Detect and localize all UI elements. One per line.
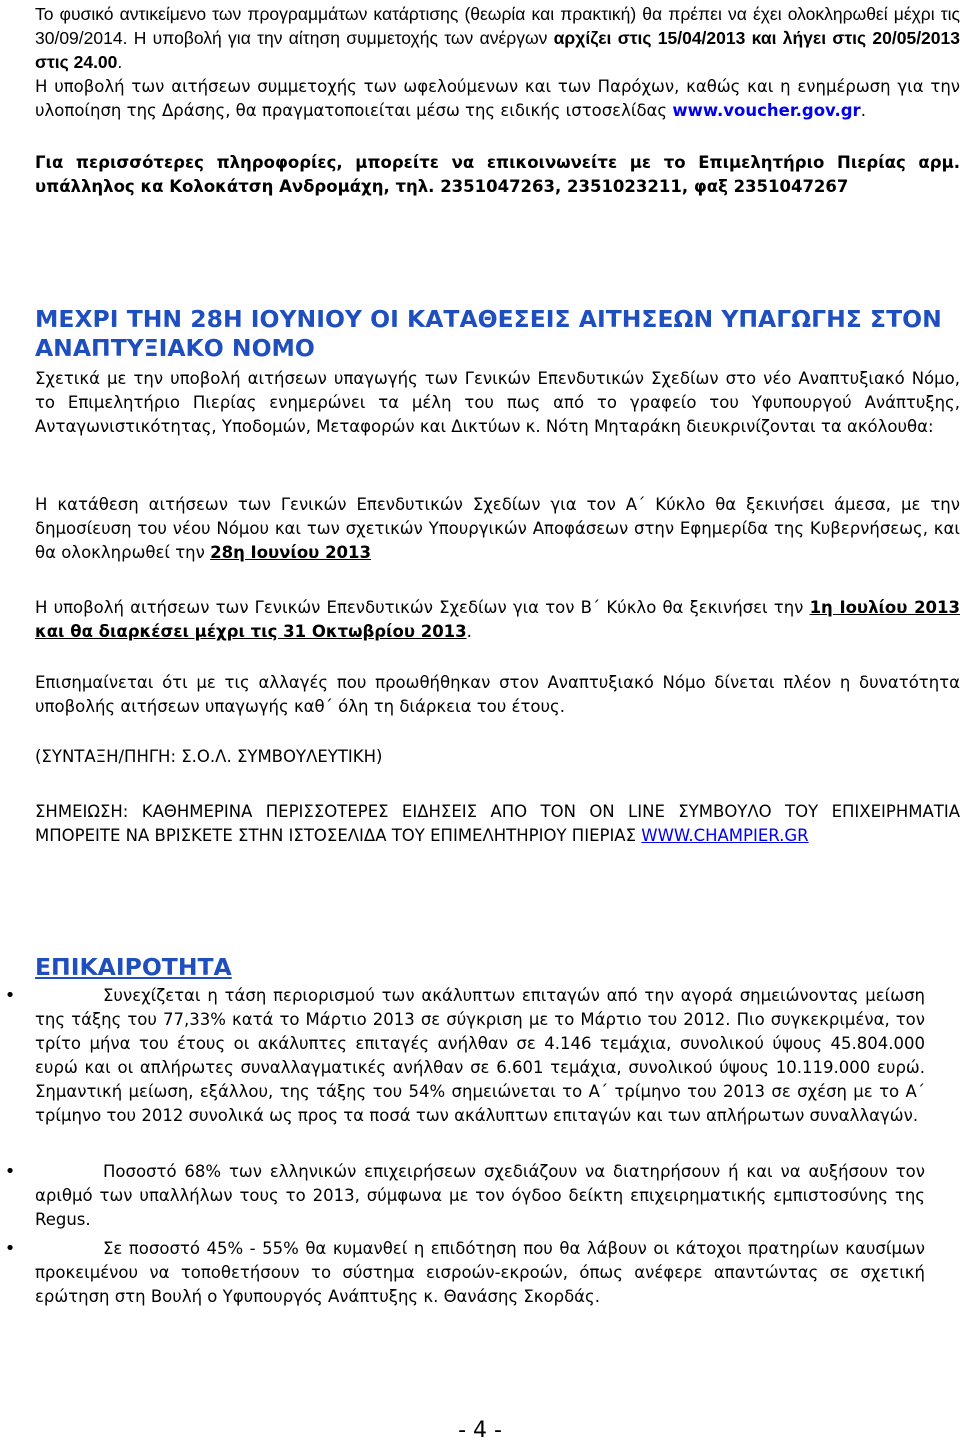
first-cycle-text: Η κατάθεση αιτήσεων των Γενικών Επενδυτικών Σχεδίων για τον Α΄ Κύκλο θα ξεκινήσει άμεσα, με την δημοσίευση του νέου Νόμου και των σχετικών Υπουργικών Αποφάσεων στην Εφημερίδα της Κυβερνήσεως, και θα ολοκληρωθεί την: [35, 495, 960, 562]
section-heading-development-law: ΜΕΧΡΙ ΤΗΝ 28Η ΙΟΥΝΙΟΥ ΟΙ ΚΑΤΑΘΕΣΕΙΣ ΑΙΤΗΣΕΩΝ ΥΠΑΓΩΓΗΣ ΣΤΟΝ ΑΝΑΠΤΥΞΙΑΚΟ ΝΟΜΟ: [35, 305, 942, 362]
list-item: [4, 1237, 925, 1309]
second-cycle-paragraph: [35, 596, 960, 644]
list-item: [4, 984, 925, 1128]
note-text: ΣΗΜΕΙΩΣΗ: ΚΑΘΗΜΕΡΙΝΑ ΠΕΡΙΣΣΟΤΕΡΕΣ ΕΙΔΗΣΕΙΣ ΑΠΟ ΤΟΝ ΟΝ LINE ΣΥΜΒΟΥΛΟ ΤΟΥ ΕΠΙΧΕΙΡΗΜΑΤΙΑ ΜΠΟΡΕΙΤΕ ΝΑ ΒΡΙΣΚΕΤΕ ΣΤΗΝ ΙΣΤΟΣΕΛΙΔΑ ΤΟΥ ΕΠΙΜΕΛΗΤΗΡΙΟΥ ΠΙΕΡΙΑΣ: [35, 802, 960, 845]
bullet-icon: •: [4, 1238, 16, 1259]
bullet-text-0: Συνεχίζεται η τάση περιορισμού των ακάλυπτων επιταγών από την αγορά σημειώνοντας μείωση της τάξης του 77,33% κατά το Μάρτιο 2013 σε σύγκριση με το Μάρτιο του 2012. Πιο συγκεκριμένα, τον τρίτο μήνα του έτους οι ακάλυπτες επιταγές ανήλθαν σε 4.146 τεμάχια, συνολικού ύψους 45.804.000 ευρώ και οι απλήρωτες συναλλαγματικές ανήλθαν σε 6.601 τεμάχια, συνολικού ύψους 10.119.000 ευρώ. Σημαντική μείωση, εξάλλου, της τάξης του 54% σημειώνεται το Α΄ τρίμηνο του 2013 σε σχέση με το Α΄ τρίμηνο του 2012 συνολικά ως προς τα ποσά των ακάλυπτων επιταγών και των απλήρωτων συναλλαγών.: [35, 986, 925, 1125]
second-cycle-period: 1η Ιουλίου 2013 και θα διαρκέσει μέχρι τις 31 Οκτωβρίου 2013: [35, 598, 960, 641]
champier-link[interactable]: WWW.CHAMPIER.GR: [641, 826, 809, 845]
first-cycle-deadline: 28η Ιουνίου 2013: [210, 543, 371, 562]
bullet-text: [35, 1160, 925, 1232]
bullet-icon: •: [4, 985, 16, 1006]
submission-paragraph: [35, 75, 960, 123]
source-line: (ΣΥΝΤΑΞΗ/ΠΗΓΗ: Σ.Ο.Λ. ΣΥΜΒΟΥΛΕΥΤΙΚΗ): [35, 747, 383, 766]
bullet-icon: •: [4, 1161, 16, 1182]
contact-paragraph: Για περισσότερες πληροφορίες, μπορείτε να επικοινωνείτε με το Επιμελητήριο Πιερίας αρμ. υπάλληλος κα Κολοκάτση Ανδρομάχη, τηλ. 2351047263, 2351023211, φαξ 2351047267: [35, 153, 960, 196]
page-number: - 4 -: [458, 1418, 502, 1443]
bullet-text-2: Σε ποσοστό 45% - 55% θα κυμανθεί η επιδότηση που θα λάβουν οι κάτοχοι πρατηρίων καυσίμων προκειμένου να τοποθετήσουν το σύστημα εισροών-εκροών, όπως ανέφερε απαντώντας σε σχετική ερώτηση στη Βουλή ο Υφυπουργός Ανάπτυξης κ. Θανάσης Σκορδάς.: [35, 1239, 925, 1306]
bullet-text: [35, 1237, 925, 1309]
bullet-text-1: Ποσοστό 68% των ελληνικών επιχειρήσεων σχεδιάζουν να διατηρήσουν ή και να αυξήσουν τον αριθμό των υπαλλήλων τους το 2013, σύμφωνα με τον όγδοο δείκτη επιχειρηματικής εμπιστοσύνης της Regus.: [35, 1162, 925, 1229]
submission-text: Η υποβολή των αιτήσεων συμμετοχής των ωφελούμενων και των Παρόχων, καθώς και η ενημέρωση για την υλοποίηση της Δράσης, θα πραγματοποιείται μέσω της ειδικής ιστοσελίδας: [35, 77, 960, 120]
submission-period: .: [860, 101, 866, 120]
intro-period: .: [117, 52, 123, 72]
intro-text: Το φυσικό αντικείμενο των προγραμμάτων κατάρτισης (θεωρία και πρακτική) θα πρέπει να έχει ολοκληρωθεί μέχρι τις 30/09/2014. Η υποβολή για την αίτηση συμμετοχής των ανέργων: [35, 4, 960, 48]
voucher-link[interactable]: www.voucher.gov.gr: [672, 101, 861, 120]
intro-paragraph: [35, 2, 960, 74]
note-paragraph: [35, 800, 960, 848]
first-cycle-paragraph: [35, 493, 960, 565]
year-round-paragraph: Επισημαίνεται ότι με τις αλλαγές που προωθήθηκαν στον Αναπτυξιακό Νόμο δίνεται πλέον η δυνατότητα υποβολής αιτήσεων υπαγωγής καθ΄ όλη τη διάρκεια του έτους.: [35, 673, 960, 716]
list-item: [4, 1160, 925, 1232]
section-heading-current-affairs: ΕΠΙΚΑΙΡΟΤΗΤΑ: [35, 953, 232, 981]
second-cycle-end: .: [466, 622, 472, 641]
development-law-intro: Σχετικά με την υποβολή αιτήσεων υπαγωγής των Γενικών Επενδυτικών Σχεδίων στο νέο Αναπτυξιακό Νόμο, το Επιμελητήριο Πιερίας ενημερώνει τα μέλη του πως από το γραφείο του Υφυπουργού Ανάπτυξης, Ανταγωνιστικότητας, Υποδομών, Μεταφορών και Δικτύων κ. Νότη Μηταράκη διευκρινίζονται τα ακόλουθα:: [35, 369, 960, 436]
bullet-text: [35, 984, 925, 1128]
second-cycle-text: Η υποβολή αιτήσεων των Γενικών Επενδυτικών Σχεδίων για τον Β΄ Κύκλο θα ξεκινήσει την: [35, 598, 810, 617]
intro-dates: αρχίζει στις 15/04/2013 και λήγει στις 20/05/2013 στις 24.00: [35, 28, 960, 72]
